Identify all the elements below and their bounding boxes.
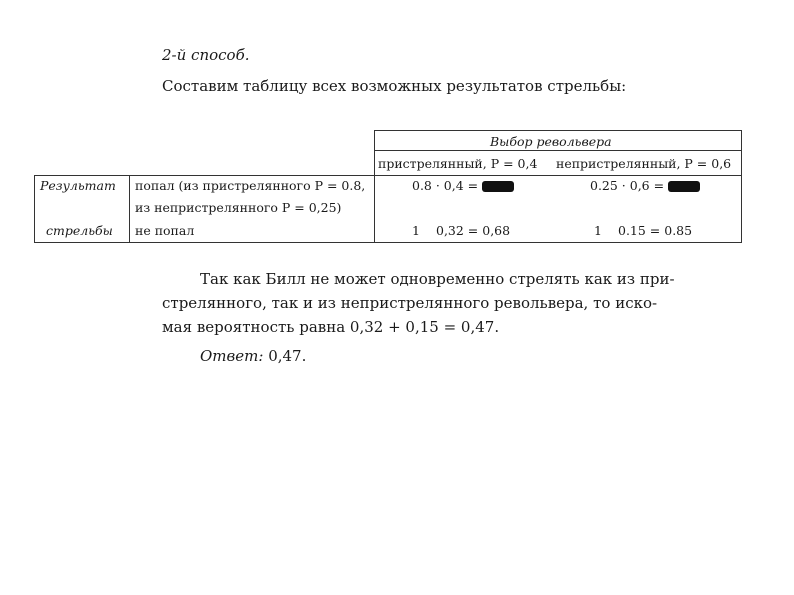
answer-value: 0,47. — [268, 347, 307, 365]
redacted-mark — [668, 181, 700, 192]
row1-col2-value — [590, 178, 700, 193]
row-header-top: Результат — [40, 178, 116, 193]
table-rowheader-divider — [129, 175, 130, 242]
answer-label: Ответ: — [200, 347, 264, 365]
paragraph-line-2: стрелянного, так и из непристрелянного револьвера, то иско- — [162, 294, 658, 312]
row1-col1-expr: 0.8 · 0,4 = — [412, 178, 479, 193]
row2-col2-b: 0.15 = 0.85 — [618, 223, 693, 238]
table-header-bottom-line — [34, 175, 742, 176]
redacted-mark — [482, 181, 514, 192]
row1-label-line2: из непристрелянного P = 0,25) — [135, 200, 342, 215]
table-bottom-line — [34, 242, 742, 243]
row2-col1-b: 0,32 = 0,68 — [436, 223, 511, 238]
group-header: Выбор револьвера — [490, 134, 612, 149]
row2-col1-a: 1 — [412, 223, 420, 238]
row1-col2-expr: 0.25 · 0,6 = — [590, 178, 665, 193]
row2-label: не попал — [135, 223, 195, 238]
row1-label-line1: попал (из пристрелянного P = 0.8, — [135, 178, 366, 193]
table-right-border — [741, 130, 742, 242]
answer — [200, 347, 306, 365]
row1-col1-value — [412, 178, 514, 193]
col2-header: непристрелянный, P = 0,6 — [556, 156, 732, 171]
table-left-border — [34, 175, 35, 242]
intro-text: Составим таблицу всех возможных результатов стрельбы: — [162, 77, 627, 95]
table-top-line — [374, 130, 742, 131]
row-header-bottom: стрельбы — [46, 223, 113, 238]
paragraph-line-1: Так как Билл не может одновременно стрелять как из при- — [200, 270, 675, 288]
col1-header: пристрелянный, P = 0,4 — [378, 156, 538, 171]
table-label-divider — [374, 130, 375, 242]
paragraph-line-3: мая вероятность равна 0,32 + 0,15 = 0,47. — [162, 318, 500, 336]
table-subheader-line — [374, 150, 742, 151]
row2-col2-a: 1 — [594, 223, 602, 238]
method-heading: 2-й способ. — [162, 46, 250, 64]
